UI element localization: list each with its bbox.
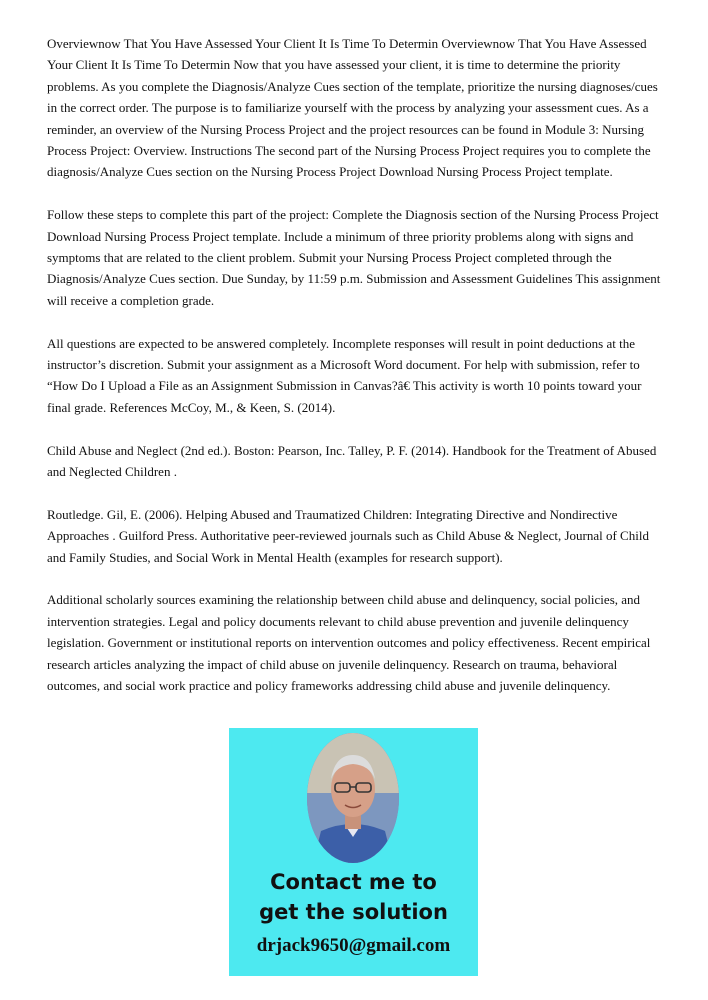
paragraph-steps: Follow these steps to complete this part of the project: Complete the Diagnosis section of the Nursing Process Project Download Nursing Process Project template. Include a minimum of three priority problems along with signs and symptoms that are related to the client problem. Submit your Nursing Process Project completed through the Diagnosis/Analyze Cues section. Due Sunday, by 11:59 p.m. Submission and Assessment Guidelines This assignment will receive a completion grade.	[47, 207, 661, 308]
paragraph-questions: All questions are expected to be answered completely. Incomplete responses will result in point deductions at the instructor’s discretion. Submit your assignment as a Microsoft Word document. For help with submission, refer to “How Do I Upload a File as an Assignment Submission in Canvas?â€ This activity is worth 10 points toward your final grade. References McCoy, M., & Keen, S. (2014).	[47, 335, 642, 415]
document-body	[47, 33, 663, 718]
paragraph-reference-2: Routledge. Gil, E. (2006). Helping Abused and Traumatized Children: Integrating Directive and Nondirective Approaches . Guilford Press. Authoritative peer-reviewed journals such as Child Abuse & Neglect, Journal of Child and Family Studies, and Social Work in Mental Health (examples for research support).	[47, 506, 649, 565]
contact-email[interactable]: drjack9650@gmail.com	[256, 935, 451, 956]
solution-heading: get the solution	[259, 900, 448, 924]
paragraph-additional-sources: Additional scholarly sources examining the relationship between child abuse and delinquency, social policies, and intervention strategies. Legal and policy documents relevant to child abuse prevention and juvenile delinquency legislation. Government or institutional reports on intervention outcomes and policy effectiveness. Recent empirical research articles analyzing the impact of child abuse on juvenile delinquency. Research on trauma, behavioral outcomes, and social work practice and policy frameworks addressing child abuse and juvenile delinquency.	[47, 592, 651, 694]
paragraph-reference-1: Child Abuse and Neglect (2nd ed.). Boston: Pearson, Inc. Talley, P. F. (2014). Handbook for the Treatment of Abused and Neglected Children .	[47, 442, 657, 480]
person-portrait-icon	[307, 733, 399, 863]
contact-promo-banner[interactable]	[229, 728, 478, 976]
avatar	[307, 733, 399, 863]
contact-heading: Contact me to	[270, 870, 437, 894]
paragraph-overview: Overviewnow That You Have Assessed Your Client It Is Time To Determin Overviewnow That You Have Assessed Your Client It Is Time To Determin Now that you have assessed your client, it is time to determine the priority problems. As you complete the Diagnosis/Analyze Cues section of the template, prioritize the nursing diagnoses/cues in the correct order. The purpose is to familiarize yourself with the process by analyzing your assessment cues. As a reminder, an overview of the Nursing Process Project and the project resources can be found in Module 3: Nursing Process Project: Overview. Instructions The second part of the Nursing Process Project requires you to complete the diagnosis/Analyze Cues section on the Nursing Process Project Download Nursing Process Project template.	[47, 36, 658, 180]
